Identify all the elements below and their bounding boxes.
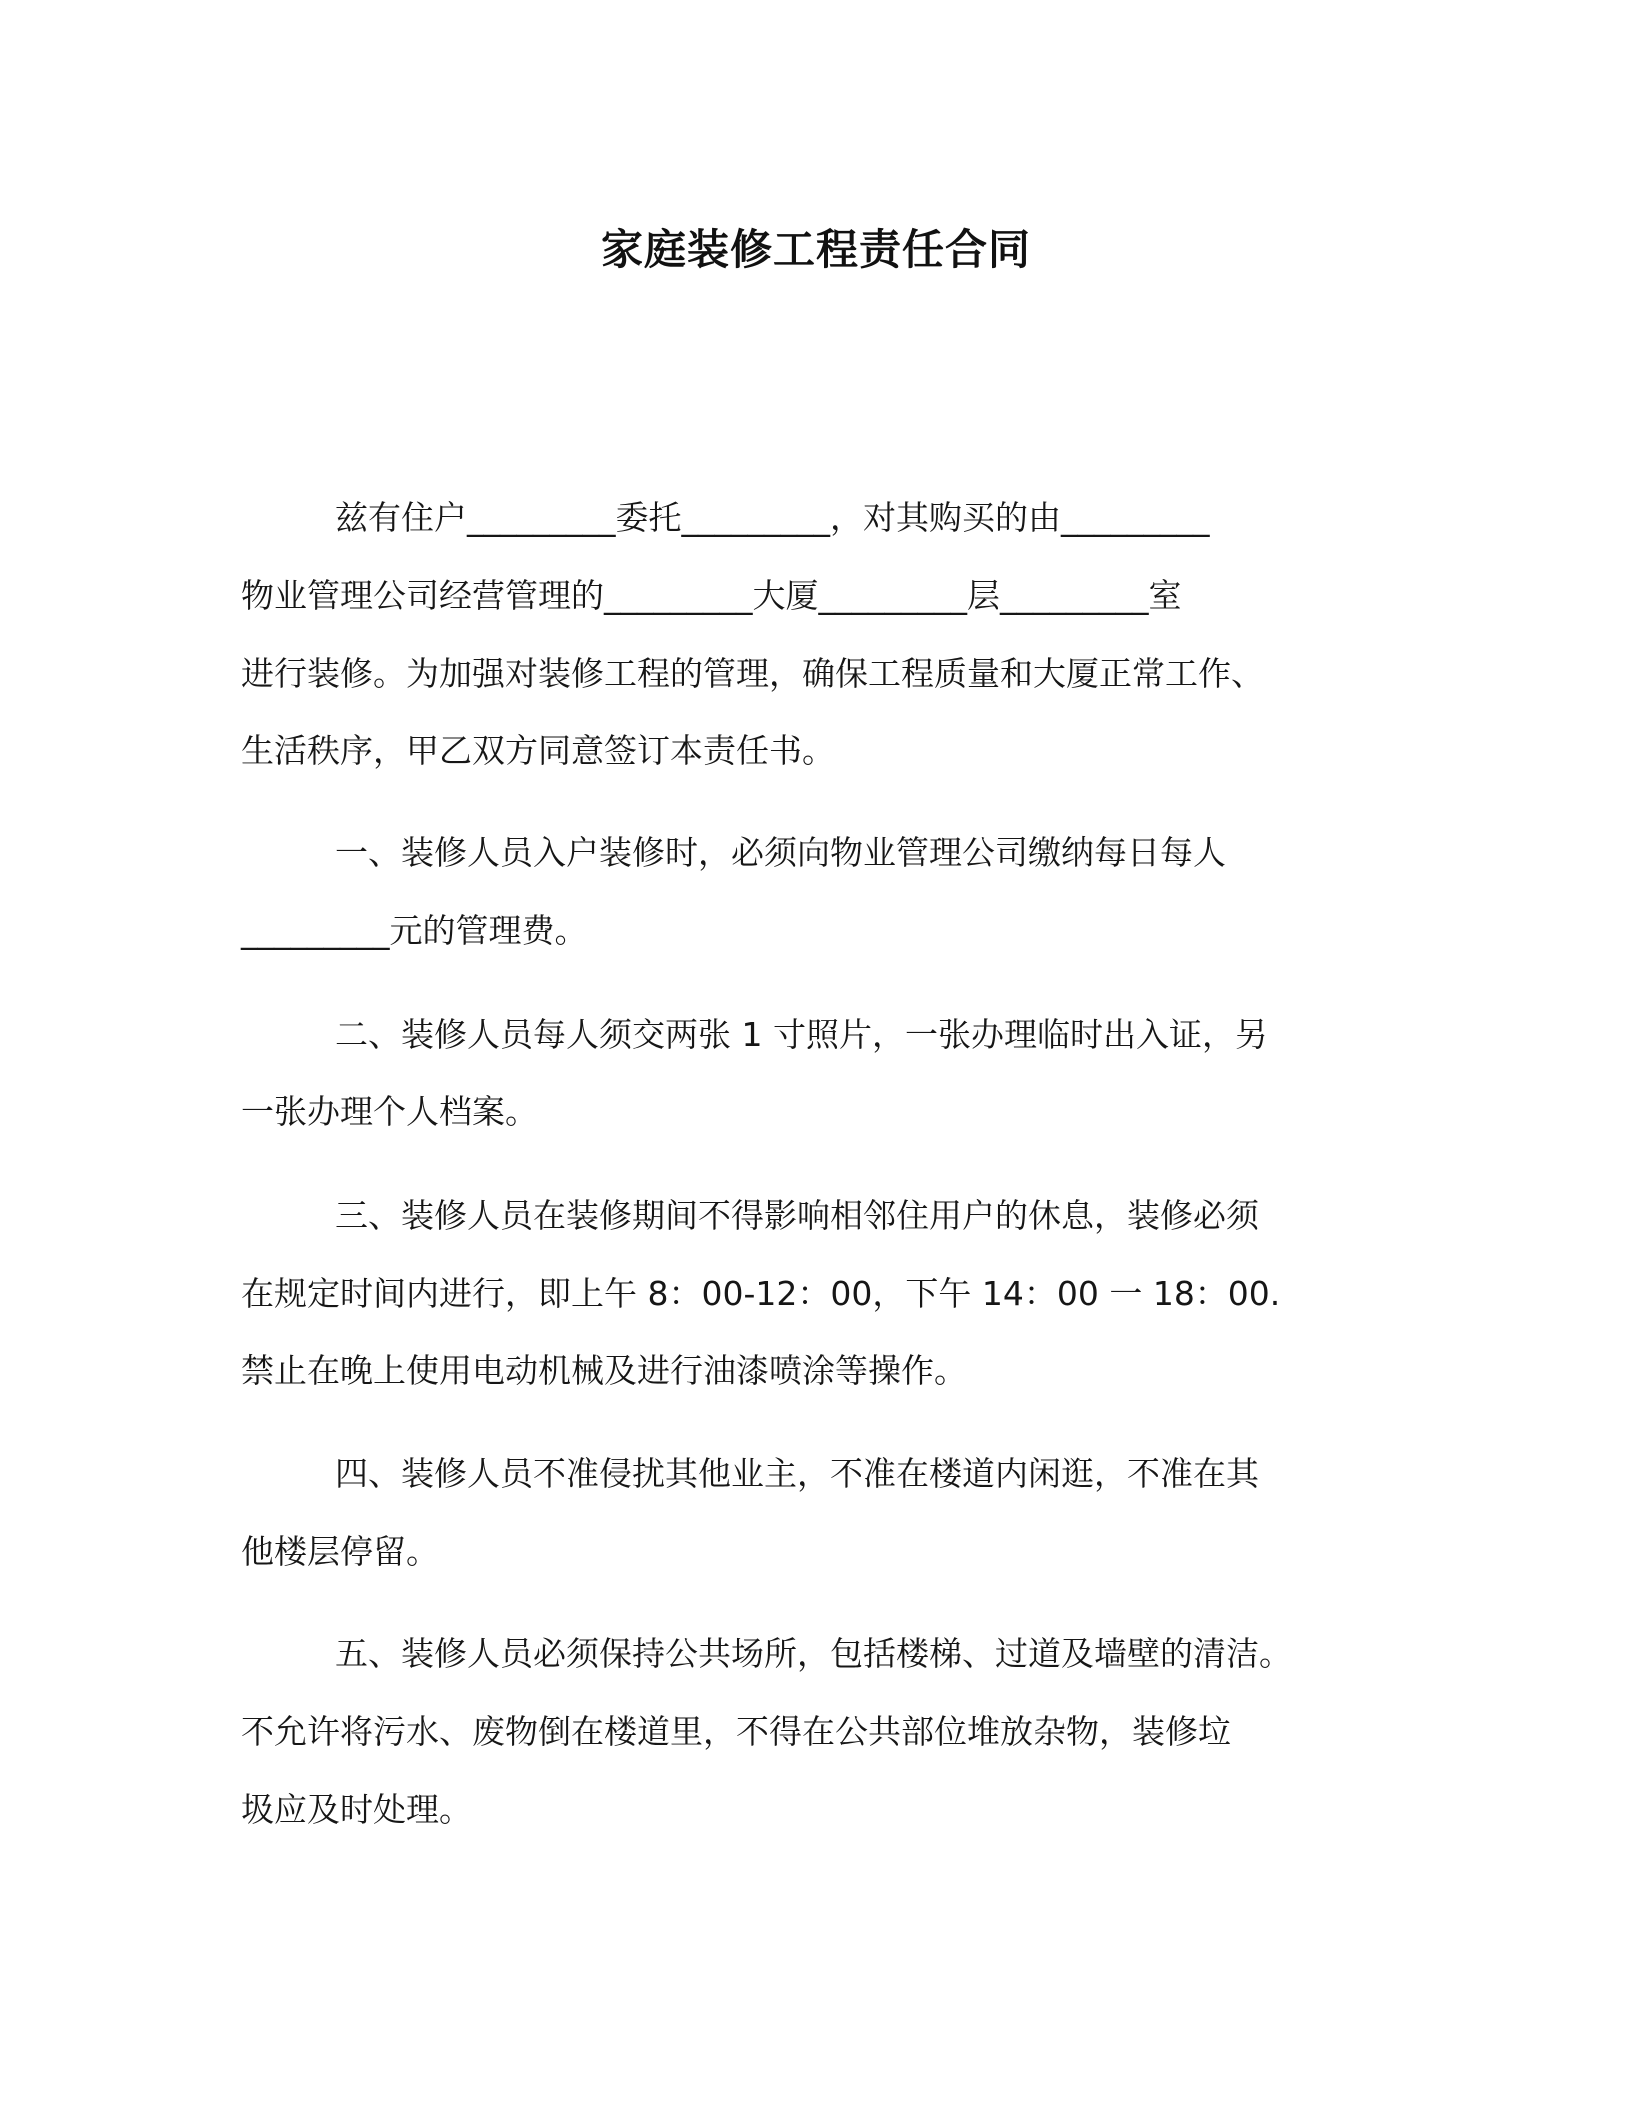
clause-5-line-1: 五、装修人员必须保持公共场所，包括楼梯、过道及墙壁的清洁。 bbox=[335, 1634, 1292, 1673]
clause-3-line-2: 在规定时间内进行，即上午 8：00-12：00，下午 14：00 一 18：00. bbox=[241, 1274, 1281, 1313]
clause-4-line-1: 四、装修人员不准侵扰其他业主，不准在楼道内闲逛，不准在其 bbox=[335, 1454, 1259, 1493]
clause-3-line-1: 三、装修人员在装修期间不得影响相邻住用户的休息，装修必须 bbox=[335, 1196, 1259, 1235]
clause-4-line-2: 他楼层停留。 bbox=[241, 1532, 439, 1571]
intro-line-2: 物业管理公司经营管理的_________大厦_________层_________室 bbox=[241, 576, 1182, 615]
document-title: 家庭装修工程责任合同 bbox=[600, 225, 1031, 274]
clause-1-line-1: 一、装修人员入户装修时，必须向物业管理公司缴纳每日每人 bbox=[335, 833, 1226, 872]
clause-3-line-3: 禁止在晚上使用电动机械及进行油漆喷涂等操作。 bbox=[241, 1351, 967, 1390]
clause-5-line-3: 圾应及时处理。 bbox=[241, 1790, 472, 1829]
clause-1-line-2: _________元的管理费。 bbox=[241, 911, 588, 950]
intro-line-1: 兹有住户_________委托_________，对其购买的由_________ bbox=[335, 498, 1210, 537]
clause-5-line-2: 不允许将污水、废物倒在楼道里，不得在公共部位堆放杂物，装修垃 bbox=[241, 1712, 1231, 1751]
intro-line-4: 生活秩序，甲乙双方同意签订本责任书。 bbox=[241, 731, 835, 770]
clause-2-line-2: 一张办理个人档案。 bbox=[241, 1092, 538, 1131]
intro-line-3: 进行装修。为加强对装修工程的管理，确保工程质量和大厦正常工作、 bbox=[241, 654, 1264, 693]
clause-2-line-1: 二、装修人员每人须交两张 1 寸照片，一张办理临时出入证，另 bbox=[335, 1015, 1268, 1054]
